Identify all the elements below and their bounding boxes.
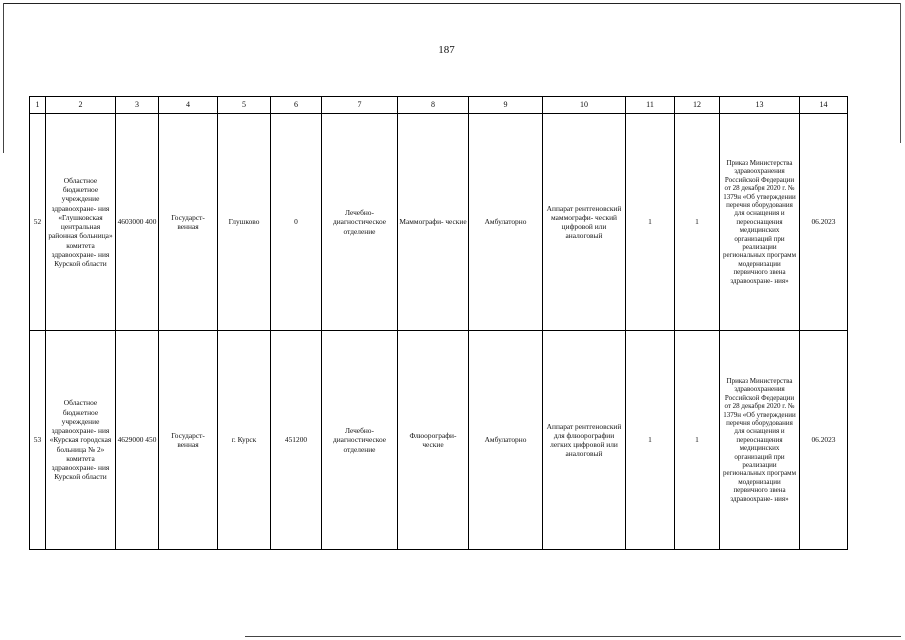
col12-cell: 1 — [675, 114, 720, 331]
department-cell: Лечебно- диагностическое отделение — [322, 114, 398, 331]
col6-cell: 451200 — [271, 331, 322, 550]
column-header: 10 — [543, 97, 626, 114]
column-header: 3 — [116, 97, 159, 114]
col11-cell: 1 — [626, 331, 675, 550]
row-number: 52 — [30, 114, 46, 331]
organization-cell: Областное бюджетное учреждение здравоохране- ния «Глушковская центральная районная больница» комитета здравоохране- ния Курской области — [46, 114, 116, 331]
column-header: 4 — [159, 97, 218, 114]
row-number: 53 — [30, 331, 46, 550]
profile-cell: Флюорографи- ческие — [398, 331, 469, 550]
code-cell: 4629000 450 — [116, 331, 159, 550]
header-row — [30, 97, 848, 114]
column-header: 11 — [626, 97, 675, 114]
ownership-cell: Государст- венная — [159, 331, 218, 550]
equipment-table — [29, 96, 848, 550]
date-cell: 06.2023 — [800, 331, 848, 550]
order-cell: Приказ Министерства здравоохранения Российской Федерации от 28 декабря 2020 г. № 1379н «Об утверждении перечня оборудования для оснащения и переоснащения медицинских организаций при реализации региональных программ модернизации первичного звена здравоохране- ния» — [720, 331, 800, 550]
scan-edge-bottom — [245, 636, 901, 637]
equipment-cell: Аппарат рентгеновский для флюорографии легких цифровой или аналоговый — [543, 331, 626, 550]
column-header: 14 — [800, 97, 848, 114]
column-header: 13 — [720, 97, 800, 114]
col12-cell: 1 — [675, 331, 720, 550]
organization-cell: Областное бюджетное учреждение здравоохране- ния «Курская городская больница № 2» комитета здравоохране- ния Курской области — [46, 331, 116, 550]
scan-edge-left — [3, 3, 4, 153]
department-cell: Лечебно- диагностическое отделение — [322, 331, 398, 550]
code-cell: 4603000 400 — [116, 114, 159, 331]
column-header: 8 — [398, 97, 469, 114]
col11-cell: 1 — [626, 114, 675, 331]
column-header: 5 — [218, 97, 271, 114]
page-number: 187 — [438, 44, 455, 56]
profile-cell: Маммографи- ческие — [398, 114, 469, 331]
table-row — [30, 331, 848, 550]
col6-cell: 0 — [271, 114, 322, 331]
scan-edge-top — [4, 3, 901, 4]
equipment-cell: Аппарат рентгеновский маммографи- ческий цифровой или аналоговый — [543, 114, 626, 331]
column-header: 7 — [322, 97, 398, 114]
table-row — [30, 114, 848, 331]
column-header: 2 — [46, 97, 116, 114]
column-header: 12 — [675, 97, 720, 114]
locality-cell: Глушково — [218, 114, 271, 331]
care-type-cell: Амбулаторно — [469, 331, 543, 550]
care-type-cell: Амбулаторно — [469, 114, 543, 331]
locality-cell: г. Курск — [218, 331, 271, 550]
ownership-cell: Государст- венная — [159, 114, 218, 331]
scan-edge-right — [900, 3, 901, 143]
column-header: 6 — [271, 97, 322, 114]
column-header: 1 — [30, 97, 46, 114]
date-cell: 06.2023 — [800, 114, 848, 331]
column-header: 9 — [469, 97, 543, 114]
order-cell: Приказ Министерства здравоохранения Российской Федерации от 28 декабря 2020 г. № 1379н «Об утверждении перечня оборудования для оснащения и переоснащения медицинских организаций при реализации региональных программ модернизации первичного звена здравоохране- ния» — [720, 114, 800, 331]
